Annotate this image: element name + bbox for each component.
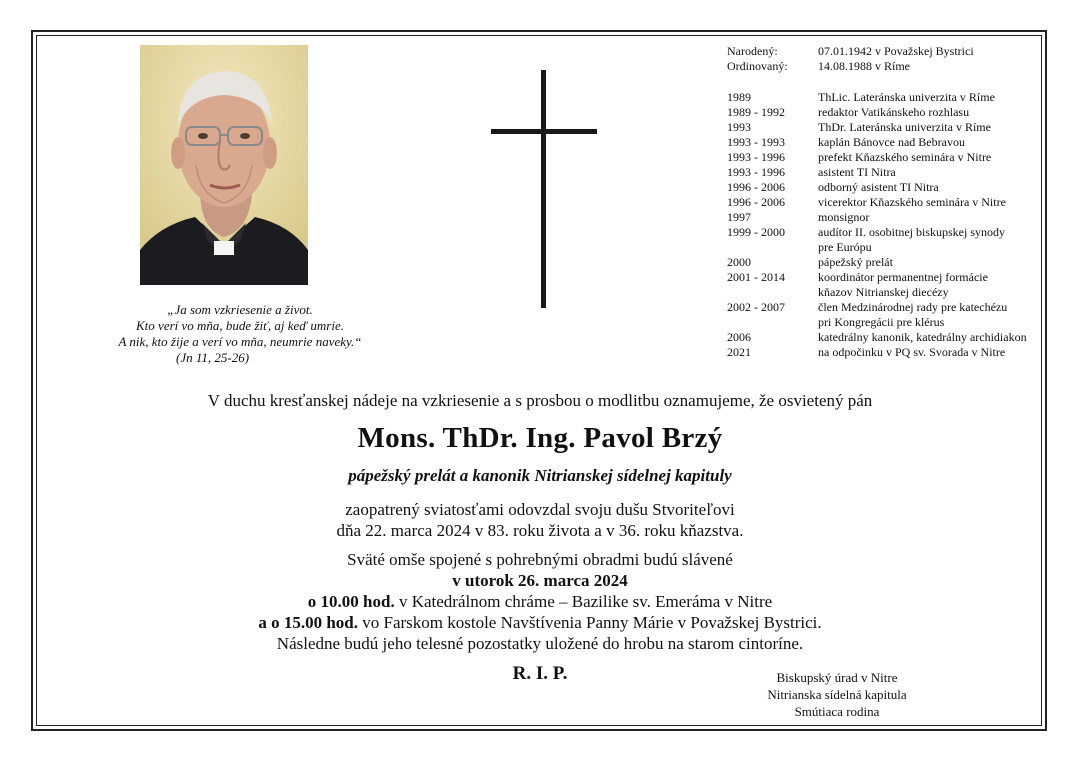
career-years: [727, 240, 818, 255]
death-notice: [60, 499, 1020, 541]
career-entry: [727, 150, 1047, 165]
career-years: 1989: [727, 90, 751, 104]
career-years: 1997: [727, 210, 751, 224]
career-text: monsignor: [818, 210, 870, 224]
career-text: ThLic. Lateránska univerzita v Ríme: [818, 90, 995, 104]
mass-1: [60, 591, 1020, 612]
career-entry: [727, 165, 1047, 180]
career-years: 2021: [727, 345, 751, 359]
quote-line-3: A nik, kto žije a verí vo mňa, neumrie naveky.“: [118, 334, 362, 349]
career-text: prefekt Kňazského seminára v Nitre: [818, 150, 992, 164]
career-entry: [727, 90, 1047, 105]
career-entry: [727, 255, 1047, 270]
career-entry: [727, 120, 1047, 135]
deceased-name: Mons. ThDr. Ing. Pavol Brzý: [357, 422, 723, 454]
burial-note: Následne budú jeho telesné pozostatky uložené do hrobu na starom cintoríne.: [276, 634, 804, 653]
career-entry: [727, 210, 1047, 225]
career-years: 2001 - 2014: [727, 270, 785, 284]
career-entry: [727, 315, 1047, 330]
mass-2-place: vo Farskom kostole Navštívenia Panny Márie v Považskej Bystrici.: [358, 613, 822, 632]
career-text: koordinátor permanentnej formácie: [818, 270, 988, 284]
career-entry: [727, 285, 1047, 300]
career-entry: [727, 105, 1047, 120]
career-entry: [727, 240, 1047, 255]
career-years: 1993 - 1996: [727, 165, 785, 179]
born-value: 07.01.1942 v Považskej Bystrici: [818, 44, 974, 58]
career-entry: [727, 180, 1047, 195]
career-entries: [727, 90, 1047, 360]
portrait-photo: [140, 45, 308, 285]
career-entry: [727, 195, 1047, 210]
biography-list: [727, 44, 1047, 360]
rip-text: R. I. P.: [512, 663, 568, 684]
career-text: kaplán Bánovce nad Bebravou: [818, 135, 965, 149]
ordained-value: 14.08.1988 v Ríme: [818, 59, 910, 73]
career-entry: [727, 225, 1047, 240]
ordained-label: Ordinovaný:: [727, 59, 788, 73]
quote-line-2: Kto verí vo mňa, bude žiť, aj keď umrie.: [136, 318, 344, 333]
mass-2: [60, 612, 1020, 633]
career-years: [727, 315, 818, 330]
career-text: vicerektor Kňazského seminára v Nitre: [818, 195, 1006, 209]
death-line-2: dňa 22. marca 2024 v 83. roku života a v 36. roku kňazstva.: [336, 521, 744, 540]
career-text: pápežský prelát: [818, 255, 893, 269]
deceased-title: pápežský prelát a kanonik Nitrianskej sídelnej kapituly: [348, 466, 732, 485]
career-text: na odpočinku v PQ sv. Svorada v Nitre: [818, 345, 1006, 359]
career-years: 1993 - 1996: [727, 150, 785, 164]
career-entry: [727, 345, 1047, 360]
quote-reference: (Jn 11, 25-26): [176, 350, 250, 365]
career-text: katedrálny kanonik, katedrálny archidiakon: [818, 330, 1027, 344]
born-label: Narodený:: [727, 44, 778, 58]
mass-1-place: v Katedrálnom chráme – Bazilike sv. Emeráma v Nitre: [394, 592, 773, 611]
quote-line-1: „Ja som vzkriesenie a život.: [167, 302, 313, 317]
born-row: [727, 44, 1047, 59]
signatories: [742, 669, 932, 720]
career-text: pri Kongregácii pre klérus: [818, 315, 945, 329]
mass-1-time: o 10.00 hod.: [307, 592, 395, 611]
career-years: 1989 - 1992: [727, 105, 785, 119]
career-years: 1993: [727, 120, 751, 134]
career-years: 1996 - 2006: [727, 195, 785, 209]
career-text: asistent TI Nitra: [818, 165, 896, 179]
career-years: 2002 - 2007: [727, 300, 785, 314]
career-years: 1993 - 1993: [727, 135, 785, 149]
announcement-intro: V duchu kresťanskej nádeje na vzkriesenie a s prosbou o modlitbu oznamujeme, že osvietený pán: [207, 391, 873, 410]
career-entry: [727, 330, 1047, 345]
mass-date: v utorok 26. marca 2024: [452, 571, 628, 590]
career-text: kňazov Nitrianskej diecézy: [818, 285, 949, 299]
signatory-1: Biskupský úrad v Nitre: [776, 670, 898, 685]
career-entry: [727, 270, 1047, 285]
career-years: 1996 - 2006: [727, 180, 785, 194]
career-years: [727, 285, 818, 300]
career-years: 2006: [727, 330, 751, 344]
signatory-2: Nitrianska sídelná kapitula: [767, 687, 907, 702]
bible-quote: [70, 302, 410, 366]
career-text: člen Medzinárodnej rady pre katechézu: [818, 300, 1008, 314]
career-entry: [727, 300, 1047, 315]
signatory-3: Smútiaca rodina: [794, 704, 880, 719]
career-text: odborný asistent TI Nitra: [818, 180, 939, 194]
mass-intro: Sväté omše spojené s pohrebnými obradmi budú slávené: [347, 550, 733, 569]
death-line-1: zaopatrený sviatosťami odovzdal svoju dušu Stvoriteľovi: [345, 500, 735, 519]
career-years: 2000: [727, 255, 751, 269]
career-entry: [727, 135, 1047, 150]
funeral-details: [60, 549, 1020, 654]
career-text: audítor II. osobitnej biskupskej synody: [818, 225, 1005, 239]
cross-icon: [490, 68, 600, 310]
career-text: pre Európu: [818, 240, 872, 254]
career-text: ThDr. Lateránska univerzita v Ríme: [818, 120, 991, 134]
ordained-row: [727, 59, 1047, 74]
career-years: 1999 - 2000: [727, 225, 785, 239]
mass-2-time: a o 15.00 hod.: [258, 613, 358, 632]
career-text: redaktor Vatikánskeho rozhlasu: [818, 105, 970, 119]
